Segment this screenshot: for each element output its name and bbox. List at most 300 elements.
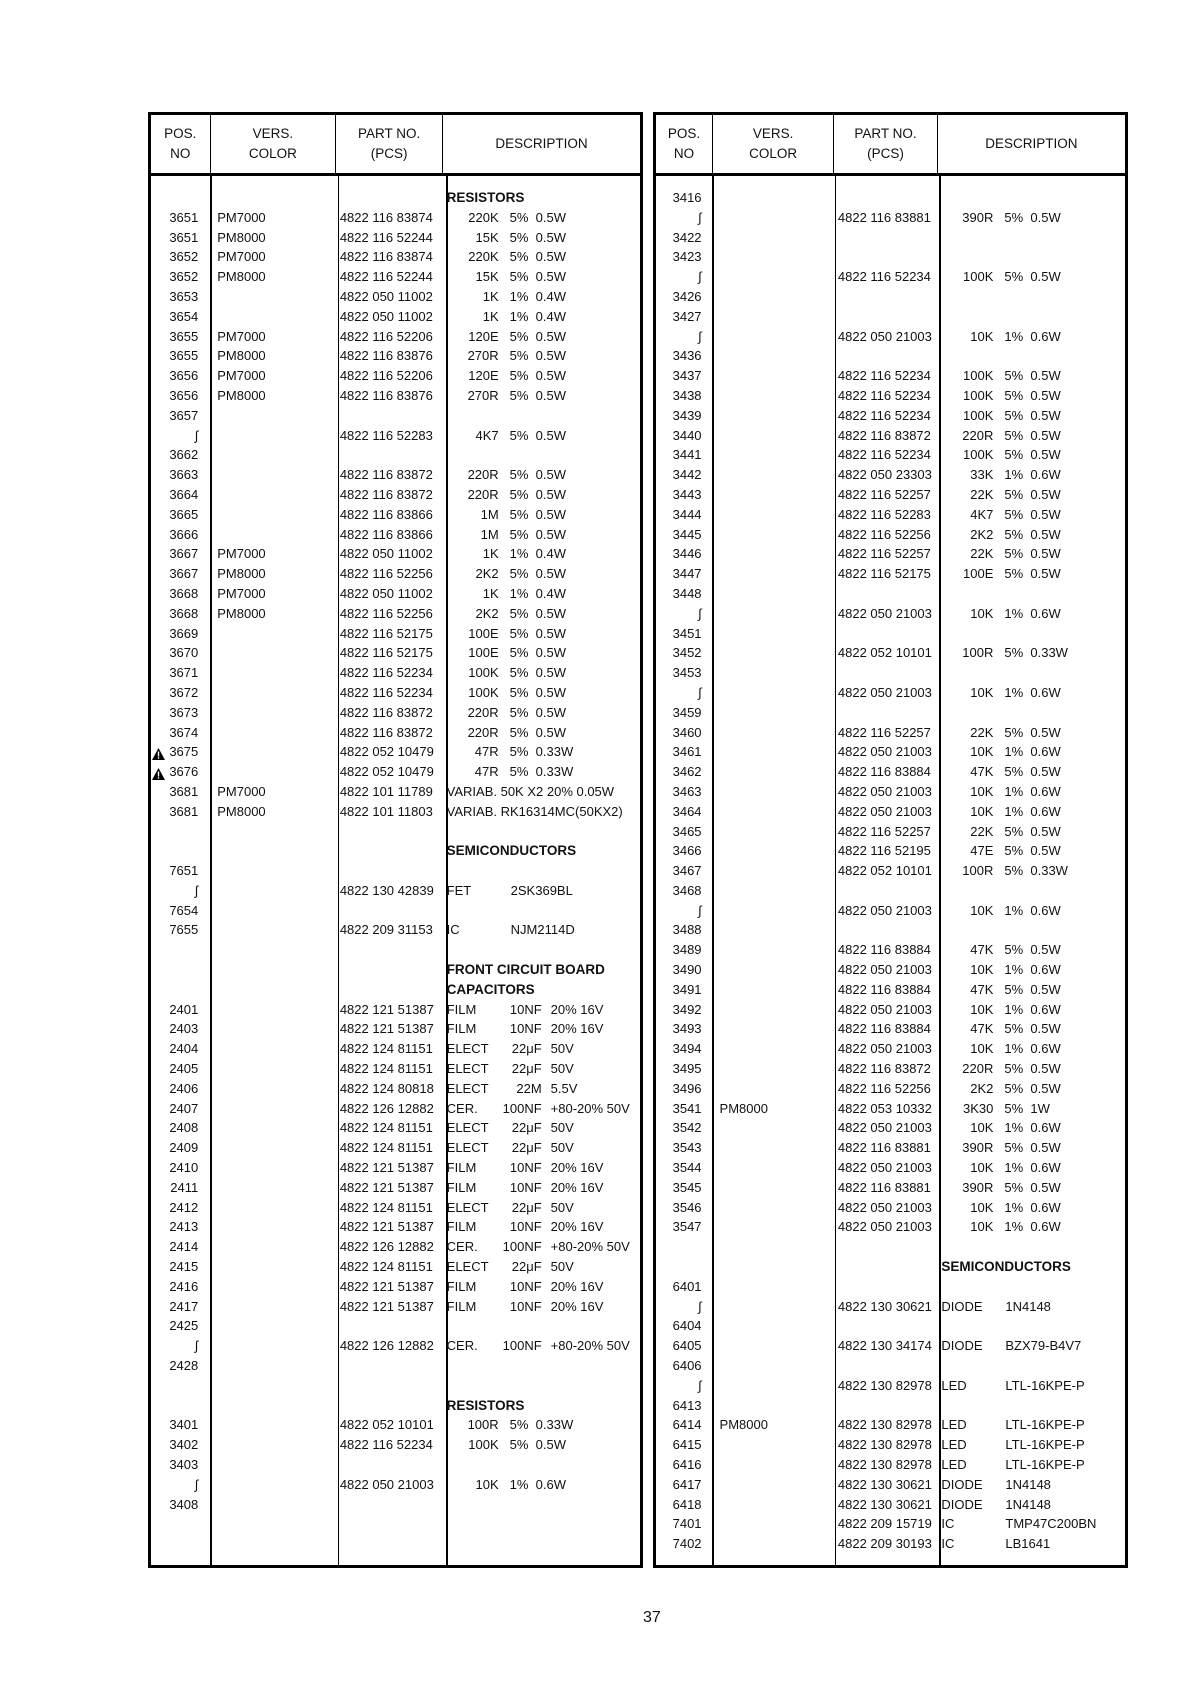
pos-no: ∫	[697, 1298, 702, 1314]
description	[936, 881, 1125, 901]
wattage: 0.5W	[1030, 1179, 1061, 1195]
pos-no: ∫	[194, 1338, 199, 1354]
pos-no: 3673	[169, 704, 199, 720]
wattage: 0.5W	[1030, 1080, 1061, 1096]
resistance-value: 1K	[482, 288, 499, 304]
description	[442, 881, 640, 901]
pos-no: 3427	[672, 308, 702, 324]
pos-no: 2417	[169, 1298, 199, 1314]
description	[936, 1415, 1125, 1435]
pos-no: 3453	[672, 665, 702, 681]
description	[936, 624, 1125, 644]
description	[442, 1000, 640, 1020]
table-row	[656, 1297, 1125, 1317]
table-row	[656, 1019, 1125, 1039]
wattage: 0.5W	[535, 368, 566, 384]
pos-no: 6405	[672, 1338, 702, 1354]
table-row	[656, 564, 1125, 584]
version-color	[712, 1237, 833, 1257]
description	[442, 1019, 640, 1039]
description	[936, 1039, 1125, 1059]
component-model: LTL-16KPE-P	[1005, 1417, 1085, 1433]
part-number	[335, 841, 442, 861]
capacitance-value: 22μF	[511, 1259, 542, 1275]
version-color	[712, 1079, 833, 1099]
description	[442, 861, 640, 881]
version-color	[712, 1514, 833, 1534]
part-number: 4822 116 52256	[339, 605, 433, 621]
pos-no: 3669	[169, 625, 199, 641]
pos-no: ∫	[194, 427, 199, 443]
description	[442, 1495, 640, 1515]
blank-row	[151, 940, 640, 960]
pos-no: 3463	[672, 783, 702, 799]
component-model: LTL-16KPE-P	[1005, 1377, 1085, 1393]
description	[442, 1336, 640, 1356]
tolerance: 1%	[1004, 962, 1024, 978]
tolerance: 1%	[1004, 1041, 1024, 1057]
tolerance: 1%	[509, 585, 529, 601]
table-row	[656, 1356, 1125, 1376]
pos-no: 3488	[672, 922, 702, 938]
description	[936, 525, 1125, 545]
component-type: ELECT	[446, 1140, 489, 1156]
wattage: 0.5W	[1030, 1140, 1061, 1156]
pos-no	[151, 1376, 209, 1396]
part-number	[833, 247, 937, 267]
part-number: 4822 121 51387	[339, 1179, 434, 1195]
version-color	[712, 564, 833, 584]
table-row	[656, 1336, 1125, 1356]
version-color: PM8000	[217, 387, 266, 403]
tolerance: 5%	[1004, 387, 1024, 403]
part-number: 4822 124 81151	[339, 1041, 433, 1057]
version-color	[712, 881, 833, 901]
wattage: 0.6W	[1030, 744, 1061, 760]
version-color	[712, 485, 833, 505]
version-color	[209, 1217, 335, 1237]
rating: 20% 16V	[550, 1001, 604, 1017]
part-number: 4822 050 11002	[339, 546, 433, 562]
resistance-value: 10K	[970, 1120, 994, 1136]
wattage: 0.4W	[535, 585, 566, 601]
description	[442, 505, 640, 525]
pos-no: 3545	[672, 1179, 702, 1195]
part-number	[833, 228, 937, 248]
pos-no: 3447	[672, 566, 702, 582]
pos-no: 7651	[169, 863, 199, 879]
pos-no: 2401	[169, 1001, 199, 1017]
table-row	[656, 1475, 1125, 1495]
description	[936, 228, 1125, 248]
wattage: 0.6W	[1030, 902, 1061, 918]
tolerance: 5%	[1004, 1061, 1024, 1077]
rating: 20% 16V	[550, 1278, 604, 1294]
description	[442, 1297, 640, 1317]
part-number: 4822 116 52257	[837, 486, 931, 502]
version-color	[712, 841, 833, 861]
pos-no: 3440	[672, 427, 702, 443]
resistance-value: 10K	[970, 962, 994, 978]
description	[442, 287, 640, 307]
resistance-value: 10K	[970, 1001, 994, 1017]
header-desc-label: DESCRIPTION	[985, 136, 1078, 151]
table-row	[656, 624, 1125, 644]
header-line: COLOR	[749, 146, 798, 161]
pos-no: 7401	[672, 1516, 702, 1532]
resistance-value: 10K	[970, 1160, 994, 1176]
part-number: 4822 121 51387	[339, 1160, 434, 1176]
tolerance: 5%	[1004, 1100, 1024, 1116]
version-color	[209, 1138, 335, 1158]
version-color: PM8000	[217, 803, 266, 819]
version-color	[712, 683, 833, 703]
part-number: 4822 116 52234	[837, 407, 931, 423]
table-row	[656, 663, 1125, 683]
wattage: 0.5W	[535, 625, 566, 641]
component-type: CER.	[446, 1239, 478, 1255]
part-number: 4822 101 11789	[339, 783, 433, 799]
header-line: COLOR	[248, 146, 297, 161]
wattage: 0.5W	[535, 1437, 566, 1453]
wattage: 0.6W	[1030, 1120, 1061, 1136]
part-number	[335, 1396, 442, 1416]
pos-no: 3491	[672, 981, 702, 997]
part-number	[335, 406, 442, 426]
part-number: 4822 116 52256	[339, 566, 433, 582]
description	[936, 1158, 1125, 1178]
part-number: 4822 116 83874	[339, 209, 433, 225]
pos-no: 3464	[672, 803, 702, 819]
part-number: 4822 116 52234	[339, 1437, 433, 1453]
tolerance: 5%	[509, 605, 529, 621]
resistance-value: 10K	[970, 1219, 994, 1235]
table-row	[656, 703, 1125, 723]
description	[442, 1455, 640, 1475]
part-number: 4822 050 23303	[837, 467, 932, 483]
resistance-value: 47R	[474, 764, 499, 780]
table-row	[151, 1336, 640, 1356]
header-desc	[938, 115, 1125, 173]
pos-no: 2404	[169, 1041, 199, 1057]
description	[936, 445, 1125, 465]
table-row	[656, 346, 1125, 366]
table-row	[656, 445, 1125, 465]
part-number	[833, 624, 937, 644]
header-pos-label	[164, 124, 196, 164]
table-row	[656, 723, 1125, 743]
part-number: 4822 116 52234	[837, 387, 931, 403]
pos-no: 2407	[169, 1100, 199, 1116]
tolerance: 1%	[1004, 1199, 1024, 1215]
version-color	[209, 1079, 335, 1099]
resistance-value: 220R	[962, 427, 994, 443]
pos-no: 6414	[672, 1417, 702, 1433]
component-type: ELECT	[446, 1120, 489, 1136]
part-number: 4822 050 21003	[837, 1160, 932, 1176]
version-color	[209, 881, 335, 901]
table-row	[151, 525, 640, 545]
part-number: 4822 050 21003	[837, 605, 932, 621]
part-number: 4822 052 10101	[837, 863, 932, 879]
description	[442, 762, 640, 782]
table-row	[656, 782, 1125, 802]
pos-no: 3437	[672, 368, 702, 384]
header-line: PART NO.	[854, 126, 917, 141]
version-color: PM7000	[217, 783, 266, 799]
wattage: 0.5W	[535, 348, 566, 364]
table-row	[151, 1297, 640, 1317]
pos-no: 3416	[672, 190, 702, 205]
description	[936, 1237, 1125, 1257]
version-color	[712, 584, 833, 604]
wattage: 0.5W	[535, 328, 566, 344]
description	[442, 802, 640, 822]
part-number: 4822 116 52256	[837, 526, 931, 542]
table-row	[656, 940, 1125, 960]
version-color: PM7000	[217, 328, 266, 344]
wattage: 0.5W	[1030, 843, 1061, 859]
rating: +80-20% 50V	[550, 1100, 630, 1116]
version-color	[712, 287, 833, 307]
pos-no: 3495	[672, 1061, 702, 1077]
header-vers-label	[249, 124, 297, 164]
part-number: 4822 116 52234	[339, 665, 433, 681]
wattage: 0.6W	[1030, 1041, 1061, 1057]
description	[936, 1198, 1125, 1218]
header-pos	[656, 115, 713, 173]
component-model: 1N4148	[1005, 1298, 1051, 1314]
component-type: FILM	[446, 1160, 477, 1176]
version-color	[712, 247, 833, 267]
pos-no: 2415	[169, 1259, 199, 1275]
component-model: LTL-16KPE-P	[1005, 1437, 1085, 1453]
tolerance: 1%	[1004, 1219, 1024, 1235]
pos-no: 3442	[672, 467, 702, 483]
pos-no: 3403	[169, 1457, 199, 1472]
version-color	[209, 861, 335, 881]
version-color	[712, 1336, 833, 1356]
part-number	[335, 940, 442, 960]
pos-no	[656, 1257, 712, 1277]
resistance-value: 4K7	[475, 427, 499, 443]
pos-no: 2428	[169, 1358, 199, 1374]
component-type: FILM	[446, 1219, 477, 1235]
table-row	[151, 920, 640, 940]
part-number: 4822 116 83881	[837, 1179, 931, 1195]
wattage: 0.33W	[535, 744, 574, 760]
section-heading-row	[151, 1396, 640, 1416]
header-vers	[713, 115, 834, 173]
version-color	[712, 901, 833, 921]
version-color	[712, 723, 833, 743]
resistance-value: 2K2	[475, 566, 499, 582]
table-row	[656, 643, 1125, 663]
table-row	[151, 1415, 640, 1435]
wattage: 0.4W	[535, 288, 566, 304]
part-number: 4822 116 83881	[837, 1140, 931, 1156]
capacitance-value: 22μF	[511, 1140, 542, 1156]
header-line: NO	[170, 146, 191, 161]
version-color	[209, 525, 335, 545]
wattage: 0.5W	[535, 506, 566, 522]
part-number	[335, 188, 442, 208]
table-row	[151, 1356, 640, 1376]
version-color	[209, 505, 335, 525]
table-row	[656, 861, 1125, 881]
table-row	[151, 723, 640, 743]
capacitance-value: 22μF	[511, 1061, 542, 1077]
description	[442, 1435, 640, 1455]
description	[936, 703, 1125, 723]
description	[936, 940, 1125, 960]
resistance-value: 270R	[467, 348, 499, 364]
part-number: 4822 130 82978	[837, 1377, 932, 1393]
part-number: 4822 130 82978	[837, 1437, 932, 1453]
version-color	[712, 742, 833, 762]
version-color	[209, 465, 335, 485]
tolerance: 1%	[1004, 1160, 1024, 1176]
table-row	[656, 1277, 1125, 1297]
table-row	[656, 485, 1125, 505]
part-number: 4822 116 83884	[837, 764, 931, 780]
rating: 20% 16V	[550, 1219, 604, 1235]
part-number: 4822 116 52234	[837, 368, 931, 384]
resistance-value: 220R	[467, 724, 499, 740]
header-pos-label	[668, 124, 700, 164]
table-row	[151, 1039, 640, 1059]
pos-no: 3460	[672, 724, 702, 740]
resistance-value: 100E	[963, 566, 994, 582]
description	[442, 1277, 640, 1297]
description	[442, 228, 640, 248]
description	[936, 663, 1125, 683]
description	[442, 1475, 640, 1495]
part-number: 4822 050 21003	[339, 1476, 434, 1492]
version-color	[712, 208, 833, 228]
pos-no: 3493	[672, 1021, 702, 1037]
pos-no: 3423	[672, 249, 702, 265]
tolerance: 5%	[509, 764, 529, 780]
pos-no: 3656	[169, 368, 199, 384]
version-color	[209, 841, 335, 861]
table-row	[151, 346, 640, 366]
resistance-value: 2K2	[475, 605, 499, 621]
tolerance: 1%	[1004, 803, 1024, 819]
version-color	[209, 980, 335, 1000]
version-color	[712, 624, 833, 644]
part-number	[833, 346, 937, 366]
rating: 50V	[550, 1120, 574, 1136]
tolerance: 5%	[509, 269, 529, 285]
pos-no: 2412	[169, 1199, 199, 1215]
parts-table-left	[148, 112, 643, 1568]
part-number: 4822 116 52206	[339, 328, 433, 344]
version-color	[209, 1237, 335, 1257]
version-color	[209, 703, 335, 723]
description	[936, 247, 1125, 267]
table-row	[151, 1000, 640, 1020]
version-color	[712, 1297, 833, 1317]
tolerance: 5%	[1004, 1021, 1024, 1037]
version-color	[209, 287, 335, 307]
pos-no	[151, 940, 209, 960]
capacitance-value: 100NF	[502, 1338, 542, 1354]
part-number: 4822 050 21003	[837, 1001, 932, 1017]
component-model: 1N4148	[1005, 1476, 1051, 1492]
capacitance-value: 22μF	[511, 1120, 542, 1136]
part-number: 4822 116 83881	[837, 209, 931, 225]
description	[936, 1336, 1125, 1356]
pos-no: 3654	[169, 308, 199, 324]
capacitance-value: 10NF	[509, 1001, 542, 1017]
version-color	[209, 485, 335, 505]
capacitance-value: 10NF	[509, 1219, 542, 1235]
component-model: LTL-16KPE-P	[1005, 1457, 1085, 1472]
wattage: 0.6W	[535, 1476, 566, 1492]
part-number	[335, 822, 442, 842]
table-row	[656, 1178, 1125, 1198]
description	[442, 1079, 640, 1099]
table-row	[151, 1118, 640, 1138]
tolerance: 5%	[1004, 942, 1024, 958]
version-color	[712, 346, 833, 366]
table-row	[151, 485, 640, 505]
description	[936, 1396, 1125, 1416]
description	[442, 901, 640, 921]
pos-no: 3657	[169, 407, 199, 423]
resistance-value: 100K	[468, 1437, 499, 1453]
component-type: FILM	[446, 1001, 477, 1017]
wattage: 0.5W	[535, 665, 566, 681]
parts-table-right	[653, 112, 1128, 1568]
description	[442, 742, 640, 762]
part-number: 4822 050 21003	[837, 744, 932, 760]
tolerance: 5%	[1004, 981, 1024, 997]
part-number: 4822 130 30621	[837, 1476, 932, 1492]
version-color	[712, 1475, 833, 1495]
pos-no: 3441	[672, 447, 702, 463]
description	[442, 1039, 640, 1059]
wattage: 0.5W	[1030, 1061, 1061, 1077]
pos-no	[151, 822, 209, 842]
description	[442, 1178, 640, 1198]
part-number: 4822 116 52257	[837, 823, 931, 839]
component-type: DIODE	[941, 1496, 983, 1512]
table-row	[656, 1534, 1125, 1554]
header-part-label	[358, 124, 420, 164]
rating: 50V	[550, 1061, 574, 1077]
version-color	[712, 1198, 833, 1218]
pos-no: 2406	[169, 1080, 199, 1096]
pos-no: 3670	[169, 645, 199, 661]
component-type: FILM	[446, 1298, 477, 1314]
section-title: FRONT CIRCUIT BOARD	[446, 962, 605, 978]
component-type: DIODE	[941, 1298, 983, 1314]
version-color	[712, 762, 833, 782]
version-color	[712, 445, 833, 465]
description	[442, 703, 640, 723]
part-number: 4822 050 21003	[837, 328, 932, 344]
table-row	[656, 327, 1125, 347]
tolerance: 5%	[509, 704, 529, 720]
version-color	[712, 802, 833, 822]
component-type: LED	[941, 1417, 967, 1433]
table-row	[656, 267, 1125, 287]
table-row	[656, 505, 1125, 525]
table-row	[151, 1435, 640, 1455]
version-color	[209, 307, 335, 327]
